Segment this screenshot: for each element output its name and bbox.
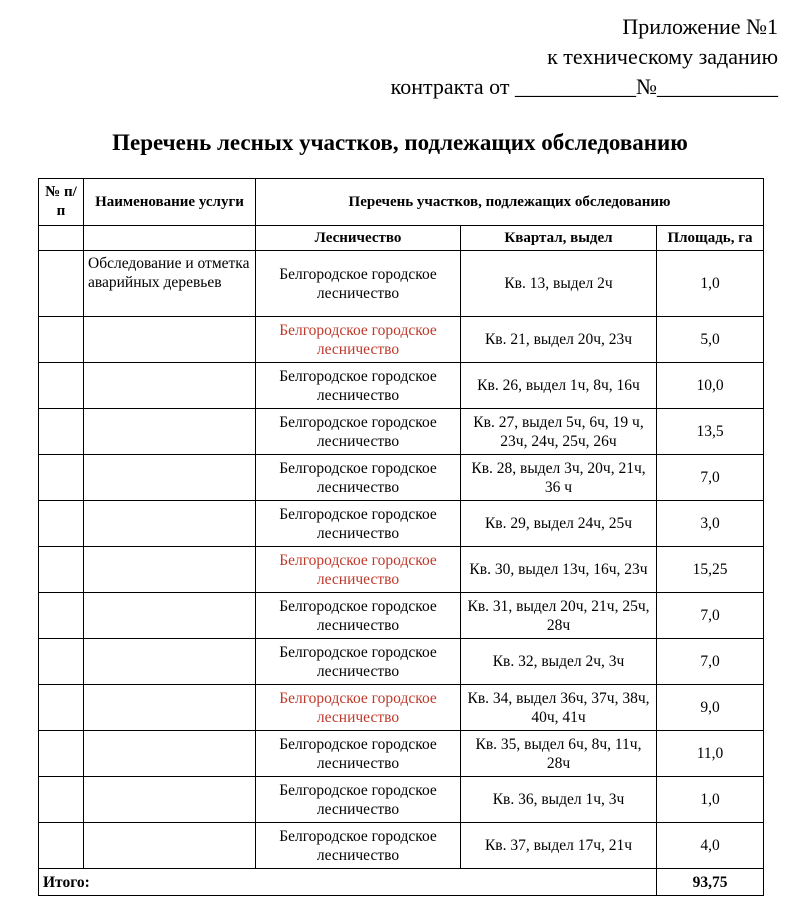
- row-service-cell: [84, 363, 256, 409]
- row-quarter-cell: Кв. 31, выдел 20ч, 21ч, 25ч, 28ч: [461, 593, 657, 639]
- row-forestry-cell: Белгородское городское лесничество: [256, 251, 461, 317]
- table-row: [39, 547, 764, 593]
- row-forestry-cell: Белгородское городское лесничество: [256, 685, 461, 731]
- row-area-cell: 3,0: [657, 501, 764, 547]
- table-row: [39, 639, 764, 685]
- row-service-cell: [84, 593, 256, 639]
- row-service-cell: [84, 547, 256, 593]
- row-service-cell: [84, 501, 256, 547]
- row-forestry-cell: Белгородское городское лесничество: [256, 409, 461, 455]
- row-forestry-cell: Белгородское городское лесничество: [256, 501, 461, 547]
- row-service-cell: [84, 409, 256, 455]
- row-service-cell: Обследование и отметка аварийных деревьев: [84, 251, 256, 317]
- row-number-cell: [39, 409, 84, 455]
- header-blank-1: [39, 226, 84, 251]
- row-area-cell: 7,0: [657, 593, 764, 639]
- row-number-cell: [39, 731, 84, 777]
- table-row: [39, 455, 764, 501]
- table-row: [39, 593, 764, 639]
- row-area-cell: 7,0: [657, 455, 764, 501]
- header-area: Площадь, га: [657, 226, 764, 251]
- row-forestry-cell: Белгородское городское лесничество: [256, 455, 461, 501]
- row-number-cell: [39, 251, 84, 317]
- row-area-cell: 15,25: [657, 547, 764, 593]
- row-forestry-cell: Белгородское городское лесничество: [256, 317, 461, 363]
- row-forestry-cell: Белгородское городское лесничество: [256, 639, 461, 685]
- row-forestry-cell: Белгородское городское лесничество: [256, 777, 461, 823]
- row-area-cell: 11,0: [657, 731, 764, 777]
- row-quarter-cell: Кв. 28, выдел 3ч, 20ч, 21ч, 36 ч: [461, 455, 657, 501]
- row-forestry-cell: Белгородское городское лесничество: [256, 593, 461, 639]
- table-row: [39, 409, 764, 455]
- row-forestry-cell: Белгородское городское лесничество: [256, 731, 461, 777]
- row-quarter-cell: Кв. 35, выдел 6ч, 8ч, 11ч, 28ч: [461, 731, 657, 777]
- row-quarter-cell: Кв. 29, выдел 24ч, 25ч: [461, 501, 657, 547]
- row-number-cell: [39, 455, 84, 501]
- table-row: [39, 777, 764, 823]
- row-service-cell: [84, 823, 256, 869]
- row-quarter-cell: Кв. 26, выдел 1ч, 8ч, 16ч: [461, 363, 657, 409]
- header-service: Наименование услуги: [84, 179, 256, 226]
- row-quarter-cell: Кв. 13, выдел 2ч: [461, 251, 657, 317]
- row-service-cell: [84, 777, 256, 823]
- row-number-cell: [39, 363, 84, 409]
- header-number: № п/п: [39, 179, 84, 226]
- row-service-cell: [84, 731, 256, 777]
- row-service-cell: [84, 317, 256, 363]
- header-plot-list: Перечень участков, подлежащих обследованию: [256, 179, 764, 226]
- row-quarter-cell: Кв. 36, выдел 1ч, 3ч: [461, 777, 657, 823]
- row-quarter-cell: Кв. 34, выдел 36ч, 37ч, 38ч, 40ч, 41ч: [461, 685, 657, 731]
- table-row: [39, 501, 764, 547]
- table-row: [39, 363, 764, 409]
- row-forestry-cell: Белгородское городское лесничество: [256, 823, 461, 869]
- row-number-cell: [39, 593, 84, 639]
- row-area-cell: 10,0: [657, 363, 764, 409]
- appendix-label: Приложение №1: [622, 14, 778, 39]
- row-area-cell: 7,0: [657, 639, 764, 685]
- table-row: [39, 685, 764, 731]
- header-forestry: Лесничество: [256, 226, 461, 251]
- document-title: Перечень лесных участков, подлежащих обследованию: [112, 130, 688, 155]
- row-service-cell: [84, 455, 256, 501]
- row-service-cell: [84, 639, 256, 685]
- row-quarter-cell: Кв. 21, выдел 20ч, 23ч: [461, 317, 657, 363]
- row-area-cell: 9,0: [657, 685, 764, 731]
- row-area-cell: 4,0: [657, 823, 764, 869]
- table-row: [39, 317, 764, 363]
- row-area-cell: 5,0: [657, 317, 764, 363]
- row-number-cell: [39, 823, 84, 869]
- row-forestry-cell: Белгородское городское лесничество: [256, 547, 461, 593]
- row-quarter-cell: Кв. 27, выдел 5ч, 6ч, 19 ч, 23ч, 24ч, 25ч, 26ч: [461, 409, 657, 455]
- row-number-cell: [39, 777, 84, 823]
- document-header: [391, 12, 778, 102]
- row-area-cell: 1,0: [657, 251, 764, 317]
- spec-reference: к техническому заданию: [547, 44, 778, 69]
- table-row: [39, 251, 764, 317]
- header-blank-2: [84, 226, 256, 251]
- row-number-cell: [39, 317, 84, 363]
- row-quarter-cell: Кв. 37, выдел 17ч, 21ч: [461, 823, 657, 869]
- row-number-cell: [39, 547, 84, 593]
- table-row: [39, 731, 764, 777]
- row-number-cell: [39, 639, 84, 685]
- total-value: 93,75: [657, 869, 764, 896]
- contract-line: контракта от ___________№___________: [390, 74, 778, 99]
- row-area-cell: 13,5: [657, 409, 764, 455]
- row-quarter-cell: Кв. 30, выдел 13ч, 16ч, 23ч: [461, 547, 657, 593]
- row-number-cell: [39, 501, 84, 547]
- table-row: [39, 823, 764, 869]
- row-forestry-cell: Белгородское городское лесничество: [256, 363, 461, 409]
- row-service-cell: [84, 685, 256, 731]
- total-label: Итого:: [39, 869, 657, 896]
- forest-plots-table: [38, 178, 764, 896]
- row-number-cell: [39, 685, 84, 731]
- row-quarter-cell: Кв. 32, выдел 2ч, 3ч: [461, 639, 657, 685]
- table-body: [39, 251, 764, 869]
- header-quarter: Квартал, выдел: [461, 226, 657, 251]
- row-area-cell: 1,0: [657, 777, 764, 823]
